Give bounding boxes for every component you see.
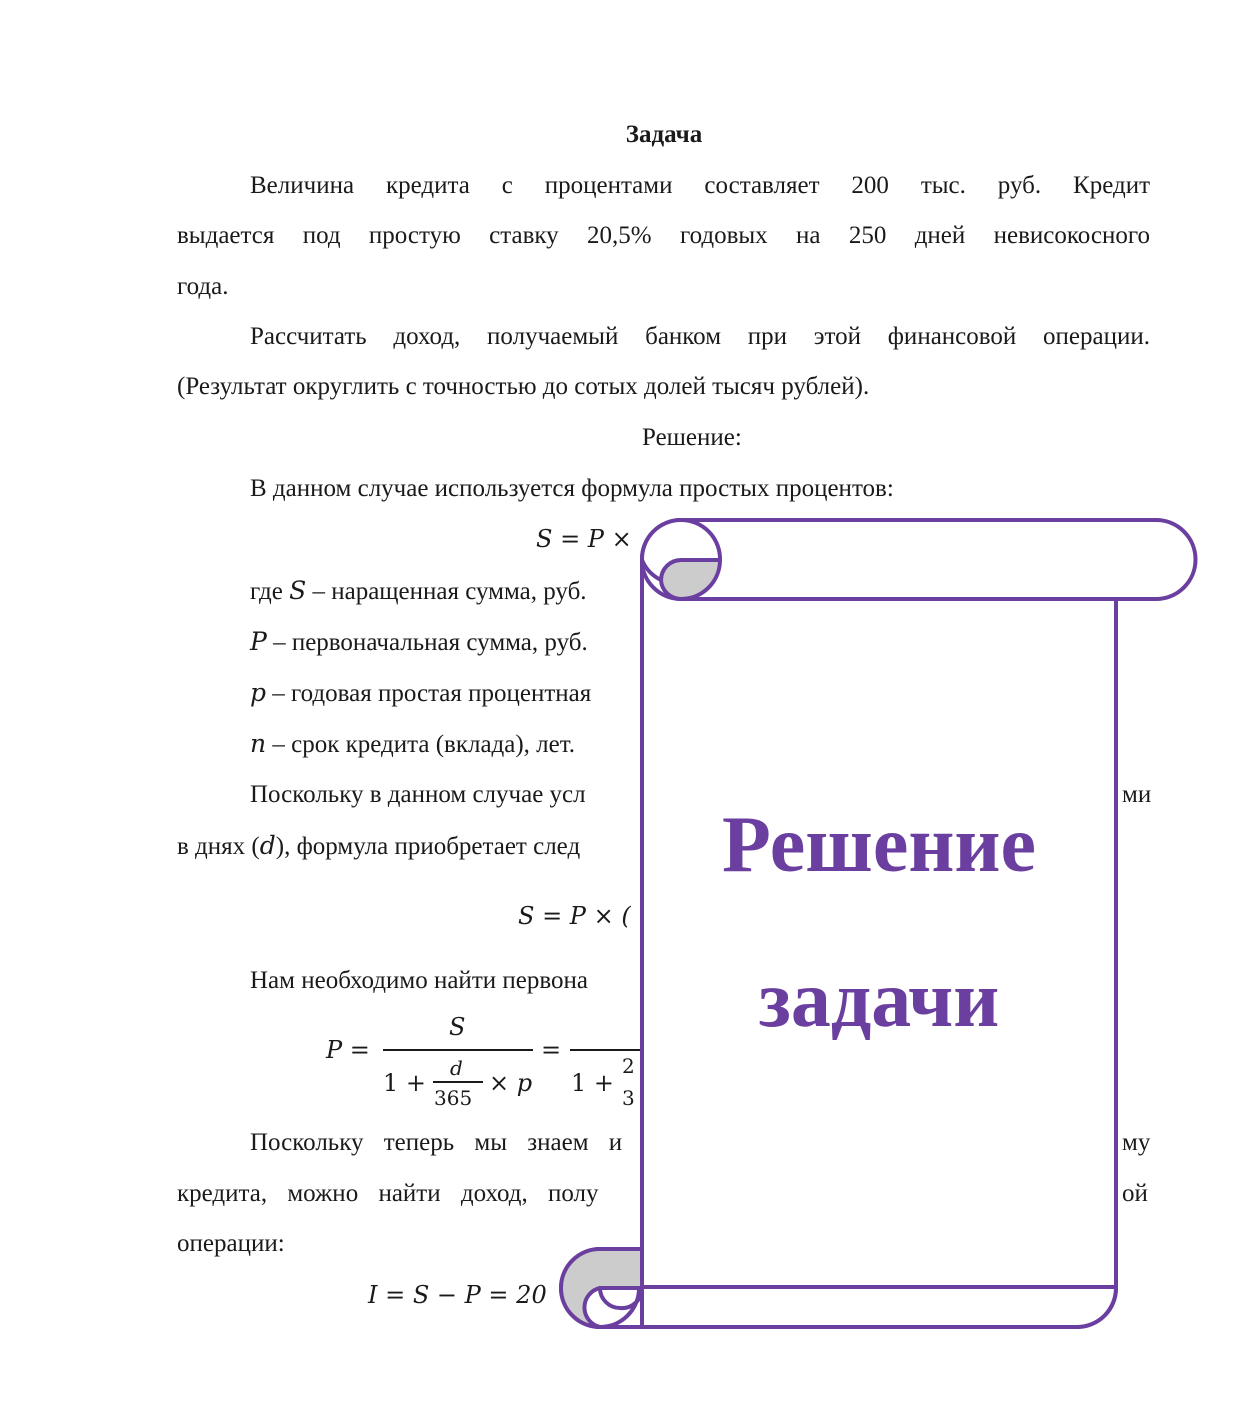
days-text-line-1: Поскольку в данном случае усл (250, 781, 586, 808)
formula3-numerator: S (449, 1013, 466, 1041)
income-text-line-1: Поскольку теперь мы знаем и (250, 1129, 623, 1156)
days-text-line-1-end: ми (1122, 781, 1152, 808)
task-question-line-2: (Результат округлить с точностью до сотых долей тысяч рублей). (177, 373, 870, 400)
formula3-eq: = (541, 1036, 562, 1064)
solution-heading: Решение: (642, 424, 742, 451)
formula-simple-interest: S = P × (536, 525, 632, 553)
var-n: n (250, 729, 267, 758)
task-text-line-3: года. (177, 273, 229, 300)
banner-title-line-2[interactable]: задачи (758, 956, 1000, 1044)
find-principal-text: Нам необходимо найти первона (250, 967, 588, 994)
task-heading: Задача (625, 121, 703, 148)
var-s: S (289, 576, 307, 605)
task-text-line-1: Величина кредита с процентами составляет 200 тыс. руб. Кредит (250, 172, 1150, 199)
formula3-den2-den: 3 (622, 1086, 635, 1110)
definition-n-text: – срок кредита (вклада), лет. (266, 731, 576, 758)
formula3-den-num: d (450, 1056, 463, 1080)
var-rate: p (250, 678, 267, 707)
formula3-lhs: P = (326, 1036, 370, 1064)
formula3-den-a: 1 + (383, 1069, 427, 1097)
var-d: d (259, 831, 276, 860)
task-text-line-2: выдается под простую ставку 20,5% годовых на 250 дней невисокосного (177, 222, 1150, 249)
formula3-den-b: × p (489, 1069, 533, 1097)
formula3-den2-num: 2 (622, 1054, 635, 1078)
income-text-line-3: операции: (177, 1230, 285, 1257)
definition-s-text: – наращенная сумма, руб. (306, 578, 587, 605)
income-text-line-1-end: му (1122, 1129, 1151, 1156)
days-text-b: ), формула приобретает след (275, 833, 581, 860)
definition-rate-text: – годовая простая процентная (266, 680, 592, 707)
solution-intro: В данном случае используется формула простых процентов: (250, 475, 894, 502)
formula3-den-den: 365 (434, 1086, 473, 1110)
scroll-body (642, 560, 1116, 1287)
var-p: P (250, 627, 267, 656)
formula3-den2-a: 1 + (571, 1069, 615, 1097)
definition-p-text: – первоначальная сумма, руб. (266, 629, 588, 656)
days-text-a: в днях ( (177, 833, 260, 860)
formula-income: I = S − P = 20 (368, 1281, 547, 1309)
banner-title-line-1[interactable]: Решение (721, 801, 1037, 889)
task-question-line-1: Рассчитать доход, получаемый банком при этой финансовой операции. (250, 323, 1150, 350)
income-text-line-2-end: ой (1122, 1180, 1148, 1207)
definition-prefix: где (250, 578, 290, 605)
scroll-top-roll (642, 520, 1196, 599)
income-text-line-2: кредита, можно найти доход, полу (177, 1180, 599, 1207)
formula-days: S = P × ( (518, 902, 631, 930)
